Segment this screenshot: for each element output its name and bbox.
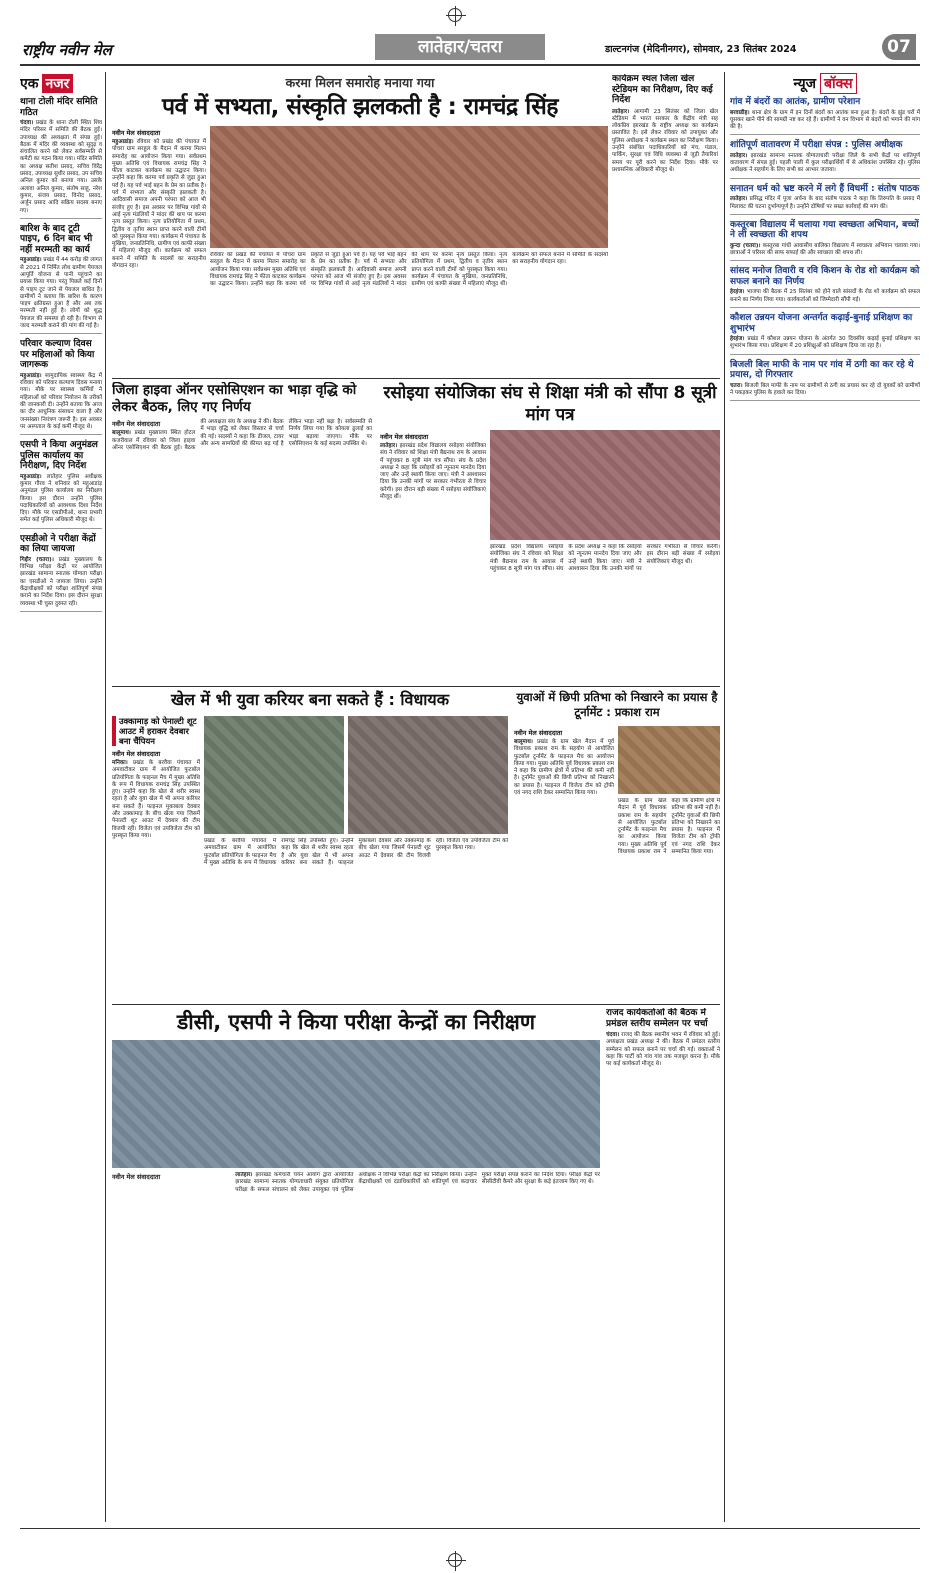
news-box-item-body: भाजपा की बैठक में 25 सितंबर को होने वाले सांसदों के रोड शो कार्यक्रम को सफल बनाने का निर्णय लिया गया। कार्यकर्ताओं को जिम्मेदारी सौंपी गई। [730,289,920,303]
highway-byline: नवीन मेल संवाददाता [112,420,161,428]
tournament-place: बालूमाथ। [514,739,533,745]
cook-body-continued [490,544,720,680]
news-box-item-place: बरवाडीह। [730,109,750,116]
registration-mark-bottom [448,1553,462,1567]
main-place: महुआडांड़। [112,139,134,145]
footer-rule [20,1528,920,1529]
sports-body-2: प्रखंड के बरवैया पंचायत में अमवाटीकर ग्राम में आयोजित फुटबॉल प्रतियोगिता के फाइनल मैच में मुख्य अतिथि के रूप में विधायक रामचंद्र सिंह उपस्थित हुए। उन्होंने कहा कि खेल से शरीर स्वस्थ रहता है और युवा खेल में भी अपना करियर बना सकते हैं। फाइनल मुकाबला देवबार और उक्कामाड़ के बीच खेला गया जिसमें पेनाल्टी शूट आउट में देवबार की टीम विजयी रही। विजेता एवं उपविजेता टीम को पुरस्कृत किया गया। [204,838,508,866]
news-box-item-title: सांसद मनोज तिवारी व रवि किशन के रोड शो कार्यक्रम को सफल बनाने का निर्णय [730,266,920,287]
rajad-body: राजद की बैठक स्थानीय भवन में रविवार को हुई। अध्यक्षता प्रखंड अध्यक्ष ने की। बैठक में प्रमंडल स्तरीय सम्मेलन को सफल बनाने पर चर्चा की गई। वक्ताओं ने कहा कि पार्टी को गांव गांव तक मजबूत करना है। मौके पर कई कार्यकर्ता मौजूद थे। [606,1032,720,1068]
tournament-story [514,690,720,1000]
main-byline: नवीन मेल संवाददाता [112,129,161,137]
left-news-item-title: एसपी ने किया अनुमंडल पुलिस कार्यालय का निरीक्षण, दिए निर्देश [20,440,98,472]
left-news-item-body: लातेहार पुलिस अधीक्षक कुमार गौरव ने शनिवार को महुआडांड़ अनुमंडल पुलिस कार्यालय का निरीक्षण किया। इस दौरान उन्होंने पुलिस पदाधिकारियों को आवश्यक दिशा निर्देश दिए। मौके पर एसडीपीओ, थाना प्रभारी समेत कई पुलिस अधिकारी मौजूद थे। [20,473,102,524]
left-news-item-body: प्रखंड मुख्यालय के विभिन्न परीक्षा केंद्रों पर आयोजित झारखंड सामान्य स्नातक योग्यता परीक्षा का एसडीओ ने जायजा लिया। उन्होंने केंद्राधीक्षकों को परीक्षा शांतिपूर्ण संपन्न कराने का निर्देश दिया। इस दौरान सुरक्षा व्यवस्था भी चुस्त दुरुस्त रही। [20,556,102,607]
exam-body-wrap [112,1172,600,1526]
left-news-item-place: गिद्दौर (चतरा)। [20,556,54,563]
news-box-item-title: गांव में बंदरों का आतंक, ग्रामीण परेशान [730,97,861,107]
news-box-item [730,313,920,355]
exam-photo [112,1040,600,1168]
highway-body-wrap [112,419,372,669]
cook-byline: नवीन मेल संवाददाता [380,433,429,441]
cook-headline: रसोइया संयोजिका संघ से शिक्षा मंत्री को सौंपा 8 सूत्री मांग पत्र [383,383,717,425]
left-news-list [20,97,102,612]
banner-ek: एक [20,75,39,92]
masthead-rule [20,64,920,66]
news-box-item [730,266,920,308]
left-column-divider [105,72,106,1522]
left-news-item-title: परिवार कल्याण दिवस पर महिलाओं को किया जागरूक [20,339,95,371]
news-box-item-place: लातेहार। [730,152,748,159]
exam-place: लातेहार। [235,1172,253,1178]
divider-lower [112,1004,720,1005]
news-box [730,72,920,1524]
tournament-photo [618,726,720,794]
news-box-title-a: न्यूज [793,75,816,92]
ek-nazar-banner [20,72,102,94]
news-box-title-b: बॉक्स [820,73,857,94]
stadium-body: आगामी 23 सितंबर को जिला खेल स्टेडियम में भारत सरकार के केंद्रीय मंत्री सह लोकप्रिय झारखंड के राष्ट्रीय अध्यक्ष का कार्यक्रम प्रस्तावित है। इसे लेकर रविवार को उपायुक्त और पुलिस अधीक्षक ने कार्यक्रम स्थल का निरीक्षण किया। उन्होंने संबंधित पदाधिकारियों को मंच, पंडाल, पार्किंग, सुरक्षा एवं विधि व्यवस्था से जुड़ी तैयारियां समय पर पूरी करने का निर्देश दिया। मौके पर प्रशासनिक अधिकारी मौजूद थे। [612,108,718,173]
main-photo [210,126,608,248]
left-news-item [20,534,102,612]
news-box-item-title: सनातन धर्म को भ्रष्ट करने में लगे हैं विधर्मी : संतोष पाठक [730,183,920,194]
left-news-item [20,224,102,334]
cook-place: लातेहार। [380,443,398,449]
rajad-story [606,1008,720,1528]
news-box-item-place: चतरा। [730,382,743,389]
section-title: लातेहार/चतरा [375,34,545,60]
news-box-item-place: कुन्दा (चतरा)। [730,242,761,249]
main-headline: पर्व में सभ्यता, संस्कृति झलकती है : रामचंद्र सिंह [162,94,558,120]
news-box-item [730,184,920,215]
news-box-banner [730,72,920,94]
news-box-item-body: प्रखंड में कौशल उन्नयन योजना के अंतर्गत 30 दिवसीय कढ़ाई बुनाई प्रशिक्षण का शुभारंभ किया गया। प्रशिक्षण में 20 प्रशिक्षुओं को प्रशिक्षण दिया जा रहा है। [730,336,920,350]
news-box-item-body: झारखंड सामान्य स्नातक योग्यताधारी परीक्षा जिले के सभी केंद्रों पर शांतिपूर्ण वातावरण में संपन्न हुई। पहली पाली में कुल परीक्षार्थियों में से अधिकांश उपस्थित रहे। पुलिस अधीक्षक ने सहयोग के लिए सभी का आभार जताया। [730,152,920,174]
exam-byline: नवीन मेल संवाददाता [112,1173,161,1181]
divider-main-bottom [112,378,720,379]
news-box-item-title: बिजली बिल माफी के नाम पर गांव में ठगी का कर रहे थे प्रयास, दो गिरफ्तार [730,359,914,381]
news-box-item-body: कस्तूरबा गांधी आवासीय बालिका विद्यालय में स्वच्छता अभियान चलाया गया। छात्राओं ने परिसर की साफ सफाई की और स्वच्छता की शपथ ली। [730,242,920,257]
cook-story [380,382,720,682]
masthead [20,32,920,66]
highway-headline: जिला हाइवा ऑनर एसोसिएशन का भाड़ा वृद्धि को लेकर बैठक, लिए गए निर्णय [112,382,357,415]
left-news-item-body: प्रखंड में 44 करोड़ की लागत से 2021 में निर्मित लोध ग्रामीण पेयजल आपूर्ति योजना से पानी पहुंचाने का प्रयास किया गया। परंतु पिछले कई दिनों से पाइप टूट जाने से पेयजल बाधित है। ग्रामीणों ने बताया कि बारिश के कारण पाइप क्षतिग्रस्त हुआ है और अब तक मरम्मती नहीं हुई है। लोगों को शुद्ध पेयजल की समस्या हो रही है। विभाग से जल्द मरम्मती कराने की मांग की गई है। [20,257,102,330]
main-body-2: रविवार को प्रखंड की पंचायत में पोचरा ग्राम सरहुल के मैदान में करमा मिलन समारोह का आयोजन किया गया। सर्वप्रथम मुख्य अतिथि एवं विधायक रामचंद्र सिंह ने फीता काटकर कार्यक्रम का उद्घाटन किया। उन्होंने कहा कि करमा पर्व प्रकृति से जुड़ा हुआ पर्व है। यह पर्व भाई बहन के प्रेम का प्रतीक है। पर्व में सभ्यता और संस्कृति झलकती है। आदिवासी समाज अपनी परंपरा को आज भी संजोए हुए है। इस अवसर पर विभिन्न गांवों से आई नृत्य मंडलियों ने मांदर की थाप पर करमा नृत्य प्रस्तुत किया। नृत्य प्रतियोगिता में प्रथम, द्वितीय व तृतीय स्थान प्राप्त करने वाली टीमों को पुरस्कृत किया गया। कार्यक्रम में पंचायत के मुखिया, जनप्रतिनिधि, ग्रामीण एवं काफी संख्या में महिलाएं मौजूद थीं। कार्यक्रम को सफल बनाने में समिति के सदस्यों का सराहनीय योगदान रहा। [210,252,608,288]
exam-story [112,1008,600,1528]
left-column [20,72,102,1522]
news-box-item-place: हेरहंज। [730,336,745,343]
tournament-body-continued [618,798,720,998]
sports-photo-2 [348,716,508,834]
tournament-body-2: प्रखंड के ग्राम खेल मैदान में पूर्व विधायक प्रकाश राम के सहयोग से आयोजित फुटबॉल टूर्नामेंट के फाइनल मैच का आयोजन किया गया। मुख्य अतिथि पूर्व विधायक प्रकाश राम ने कहा कि ग्रामीण क्षेत्रों में प्रतिभा की कमी नहीं है। टूर्नामेंट युवाओं की छिपी प्रतिभा को निखारने का प्रयास है। फाइनल में विजेता टीम को ट्रॉफी एवं नगद राशि देकर सम्मानित किया गया। [618,798,720,856]
left-news-item-title: बारिश के बाद टूटी पाइप, 6 दिन बाद भी नहीं मरम्मती का कार्य [20,223,93,255]
highway-place: बालूमाथ। [112,430,131,437]
page-number: 07 [882,34,916,60]
dateline: डाल्टनगंज (मेदिनीनगर), सोमवार, 23 सितंबर 2024 [605,44,797,55]
news-box-item-place: लातेहार। [730,196,748,203]
main-body-1: रविवार को प्रखंड की पंचायत में पोचरा ग्राम सरहुल के मैदान में करमा मिलन समारोह का आयोजन किया गया। सर्वप्रथम मुख्य अतिथि एवं विधायक रामचंद्र सिंह ने फीता काटकर कार्यक्रम का उद्घाटन किया। उन्होंने कहा कि करमा पर्व प्रकृति से जुड़ा हुआ पर्व है। यह पर्व भाई बहन के प्रेम का प्रतीक है। पर्व में सभ्यता और संस्कृति झलकती है। आदिवासी समाज अपनी परंपरा को आज भी संजोए हुए है। इस अवसर पर विभिन्न गांवों से आई नृत्य मंडलियों ने मांदर की थाप पर करमा नृत्य प्रस्तुत किया। नृत्य प्रतियोगिता में प्रथम, द्वितीय व तृतीय स्थान प्राप्त करने वाली टीमों को पुरस्कृत किया गया। कार्यक्रम में पंचायत के मुखिया, जनप्रतिनिधि, ग्रामीण एवं काफी संख्या में महिलाएं मौजूद थीं। कार्यक्रम को सफल बनाने में समिति के सदस्यों का सराहनीय योगदान रहा। [112,139,206,270]
left-news-item-place: महुआडांड़। [20,257,42,264]
left-news-item [20,440,102,529]
cook-body: झारखंड प्रदेश विद्यालय रसोइया संयोजिका संघ ने रविवार को शिक्षा मंत्री बैद्यनाथ राम के आवास में पहुंचकर 8 सूत्री मांग पत्र सौंपा। संघ के प्रदेश अध्यक्ष ने कहा कि रसोइयों को न्यूनतम मानदेय दिया जाए और उन्हें स्थायी किया जाए। मंत्री ने आश्वासन दिया कि उनकी मांगों पर सरकार गंभीरता से विचार करेगी। इस दौरान बड़ी संख्या में रसोइया संयोजिकाएं मौजूद थीं। [380,443,486,501]
news-box-item [730,220,920,262]
tournament-byline: नवीन मेल संवाददाता [514,729,563,737]
exam-headline: डीसी, एसपी ने किया परीक्षा केन्द्रों का निरीक्षण [176,1010,536,1034]
banner-nazar: नजर [42,74,74,93]
main-kicker: करमा मिलन समारोह मनाया गया [285,75,435,90]
rajad-place: चंदवा। [606,1032,620,1038]
sports-headline: खेल में भी युवा करियर बना सकते हैं : विधायक [170,690,450,709]
tournament-headline: युवाओं में छिपी प्रतिभा को निखारने का प्रयास है टूर्नामेंट : प्रकाश राम [516,690,718,719]
sports-inset-title: उक्कामाड़ को पेनाल्टी शूट आउट में हराकर देवबार बना चैंपियन [112,716,200,746]
left-news-item [20,97,102,219]
news-box-item [730,97,920,135]
registration-mark-left [448,8,462,22]
left-news-item-title: एसडीओ ने परीक्षा केंद्रों का लिया जायजा [20,533,96,555]
news-box-item-title: कस्तूरबा विद्यालय में चलाया गया स्वच्छता अभियान, बच्चों ने ली स्वच्छता की शपथ [730,219,919,241]
sports-byline: नवीन मेल संवाददाता [112,750,161,758]
rajad-headline: राजद कार्यकर्ताओं की बैठक में प्रमंडल स्तरीय सम्मेलन पर चर्चा [606,1008,708,1029]
left-news-item-place: महुआडांड़। [20,473,42,480]
left-news-item-body: प्रखंड के थाना टोली स्थित शिव मंदिर परिसर में समिति की बैठक हुई। उपाध्यक्ष की अध्यक्षता में संपन्न हुई। बैठक में मंदिर की व्यवस्था को सुदृढ़ व संचालित करने को लेकर सर्वसम्मति से कमेटी का गठन किया गया। मंदिर समिति का अध्यक्ष सतीश प्रसाद, सचिव विरेंद्र प्रसाद, उपाध्यक्ष सुधीर प्रसाद, उप सचिव अनिल कुमार को बनाया गया। उसके अलावा अनिल कुमार, संतोष साहू, नरेश कुमार, संजय प्रसाद, विनोद प्रसाद, अर्जुन प्रसाद आदि सक्रिय सदस्य बनाए गए। [20,120,102,214]
news-box-item-body: बिजली बिल माफी के नाम पर ग्रामीणों से ठगी का प्रयास कर रहे दो युवकों को ग्रामीणों ने पकड़कर पुलिस के हवाले कर दिया। [730,382,920,396]
news-box-item [730,140,920,178]
left-news-item-title: थाना टोली मंदिर समिति गठित [20,97,98,118]
sports-photo [204,716,344,834]
left-news-item-place: महुआडांड़। [20,372,42,379]
sports-story [112,690,508,1000]
news-box-item-title: शांतिपूर्ण वातावरण में परीक्षा संपन्न : पुलिस अधीक्षक [730,140,903,151]
main-body-continued [210,252,608,370]
news-box-item-body: थाना क्षेत्र के ग्राम में इन दिनों बंदरों का आतंक बना हुआ है। बंदरों के झुंड घरों में घुसकर खाने पीने की सामग्री नष्ट कर रहे हैं। ग्रामीणों ने वन विभाग से बंदरों को भगाने की मांग की है। [730,109,920,131]
highway-body: प्रखंड मुख्यालय स्थित होटल कजरीवाल में रविवार को जिला हाइवा ऑनर एसोसिएशन की बैठक हुई। बैठक की अध्यक्षता संघ के अध्यक्ष ने की। बैठक में भाड़ा वृद्धि को लेकर विस्तार से चर्चा की गई। सदस्यों ने कहा कि डीजल, टायर और अन्य सामग्रियों की कीमत बढ़ गई है लेकिन भाड़ा नहीं बढ़ा है। सर्वसम्मति से निर्णय लिया गया कि कोयला ढुलाई का भाड़ा बढ़ाया जाएगा। मौके पर एसोसिएशन के कई सदस्य उपस्थित थे। [112,419,372,451]
stadium-place: लातेहार। [612,108,630,115]
sports-body: प्रखंड के बरवैया पंचायत में अमवाटीकर ग्राम में आयोजित फुटबॉल प्रतियोगिता के फाइनल मैच में मुख्य अतिथि के रूप में विधायक रामचंद्र सिंह उपस्थित हुए। उन्होंने कहा कि खेल से शरीर स्वस्थ रहता है और युवा खेल में भी अपना करियर बना सकते हैं। फाइनल मुकाबला देवबार और उक्कामाड़ के बीच खेला गया जिसमें पेनाल्टी शूट आउट में देवबार की टीम विजयी रही। विजेता एवं उपविजेता टीम को पुरस्कृत किया गया। [112,760,200,839]
tournament-body: प्रखंड के ग्राम खेल मैदान में पूर्व विधायक प्रकाश राम के सहयोग से आयोजित फुटबॉल टूर्नामेंट के फाइनल मैच का आयोजन किया गया। मुख्य अतिथि पूर्व विधायक प्रकाश राम ने कहा कि ग्रामीण क्षेत्रों में प्रतिभा की कमी नहीं है। टूर्नामेंट युवाओं की छिपी प्रतिभा को निखारने का प्रयास है। फाइनल में विजेता टीम को ट्रॉफी एवं नगद राशि देकर सम्मानित किया गया। [514,739,614,797]
highway-story [112,382,372,682]
cook-photo [490,430,720,540]
exam-body: झारखंड कर्मचारी चयन आयोग द्वारा आयोजित झारखंड सामान्य स्नातक योग्यताधारी संयुक्त प्रतियोगिता परीक्षा के सफल संचालन को लेकर उपायुक्त एवं पुलिस अधीक्षक ने विभिन्न परीक्षा केंद्रों का निरीक्षण किया। उन्होंने केंद्राधीक्षकों एवं दंडाधिकारियों को शांतिपूर्ण एवं कदाचार मुक्त परीक्षा संपन्न कराने का निर्देश दिया। परीक्षा केंद्रों पर सीसीटीवी कैमरे और सुरक्षा के कड़े इंतजाम किए गए थे। [235,1172,600,1193]
right-column-divider [724,72,725,1522]
left-news-item-place: चंदवा। [20,120,34,126]
cook-body-2: झारखंड प्रदेश विद्यालय रसोइया संयोजिका संघ ने रविवार को शिक्षा मंत्री बैद्यनाथ राम के आवास में पहुंचकर 8 सूत्री मांग पत्र सौंपा। संघ के प्रदेश अध्यक्ष ने कहा कि रसोइयों को न्यूनतम मानदेय दिया जाए और उन्हें स्थायी किया जाए। मंत्री ने आश्वासन दिया कि उनकी मांगों पर सरकार गंभीरता से विचार करेगी। इस दौरान बड़ी संख्या में रसोइया संयोजिकाएं मौजूद थीं। [490,544,720,572]
stadium-headline: कार्यक्रम स्थल जिला खेल स्टेडियम का निरीक्षण, दिए कई निर्देश [612,74,713,105]
news-box-item [730,360,920,402]
sports-place: मनिका। [112,760,128,766]
news-box-item-body: प्रसिद्ध मंदिर में पूजा अर्चना के बाद संतोष पाठक ने कहा कि तिरुपति के प्रसाद में मिलावट की घटना दुर्भाग्यपूर्ण है। उन्होंने दोषियों पर सख्त कार्रवाई की मांग की। [730,196,920,210]
news-box-item-title: कौशल उन्नयन योजना अन्तर्गत कढ़ाई-बुनाई प्रशिक्षण का शुभारंभ [730,313,913,334]
divider-mid [112,686,720,687]
news-box-item-place: हेरहंज। [730,289,745,296]
left-news-item-body: सामुदायिक स्वास्थ्य केंद्र में रविवार को परिवार कल्याण दिवस मनाया गया। मौके पर स्वास्थ्य कर्मियों ने महिलाओं को परिवार नियोजन के तरीकों की जानकारी दी। उन्होंने बताया कि आज का दौर आधुनिक संसाधन वाला है और जनसंख्या नियंत्रण जरूरी है। इस अवसर पर अस्पताल के कई कर्मी मौजूद थे। [20,372,102,430]
sports-body-continued [204,838,508,998]
stadium-story [612,74,718,374]
paper-name: राष्ट्रीय नवीन मेल [22,41,112,59]
newspaper-page [20,32,920,1532]
left-news-item [20,339,102,435]
main-story [112,74,608,374]
news-box-list [730,97,920,401]
